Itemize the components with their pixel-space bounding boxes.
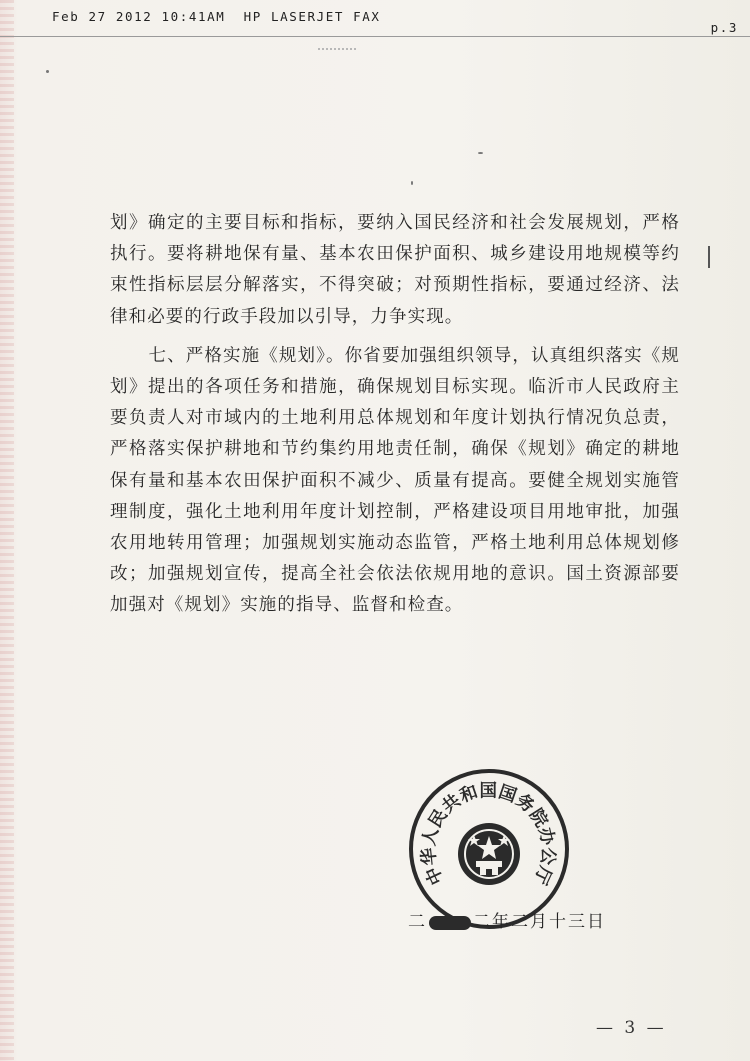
scan-edge-tint: [0, 0, 14, 1061]
paragraph-continuation: 划》确定的主要目标和指标，要纳入国民经济和社会发展规划，严格执行。要将耕地保有量、基本农田保护面积、城乡建设用地规模等约束性指标层层分解落实，不得突破；对预期性指标，要通过经济、法律和必要的行政手段加以引导，力争实现。: [110, 213, 680, 327]
date-prefix: 二: [408, 912, 427, 932]
official-seal: [408, 768, 570, 930]
scan-speck: [411, 181, 413, 185]
paragraph-section-seven: 七、严格实施《规划》。你省要加强组织领导，认真组织落实《规划》提出的各项任务和措施，确保规划目标实现。临沂市人民政府主要负责人对市域内的土地利用总体规划和年度计划执行情况负总责，严格落实保护耕地和节约集约用地责任制，确保《规划》确定的耕地保有量和基本农田保护面积不减少、质量有提高。要健全规划实施管理制度，强化土地利用年度计划控制，严格建设项目用地审批，加强农用地转用管理；加强规划实施动态监管，严格土地利用总体规划修改；加强规划宣传，提高全社会依法依规用地的意识。国土资源部要加强对《规划》实施的指导、监督和检查。: [110, 345, 680, 616]
fax-page-number: p.3: [710, 20, 738, 35]
body-text: [110, 208, 680, 622]
national-emblem-icon: [458, 823, 520, 885]
scan-artifact: [318, 48, 358, 50]
issue-date: [408, 907, 606, 932]
scan-speck: [46, 70, 49, 73]
date-suffix: 二年二月十三日: [473, 912, 606, 932]
fax-header-line: Feb 27 2012 10:41AM HP LASERJET FAX: [52, 9, 381, 24]
seal-overlap-mark: [429, 916, 471, 930]
seal-text: 中华人民共和国国务院办公厅: [418, 781, 559, 888]
fax-header: [0, 0, 750, 37]
margin-mark: [708, 246, 710, 268]
page-number: — 3 —: [596, 1018, 667, 1038]
scan-speck: [478, 152, 483, 154]
